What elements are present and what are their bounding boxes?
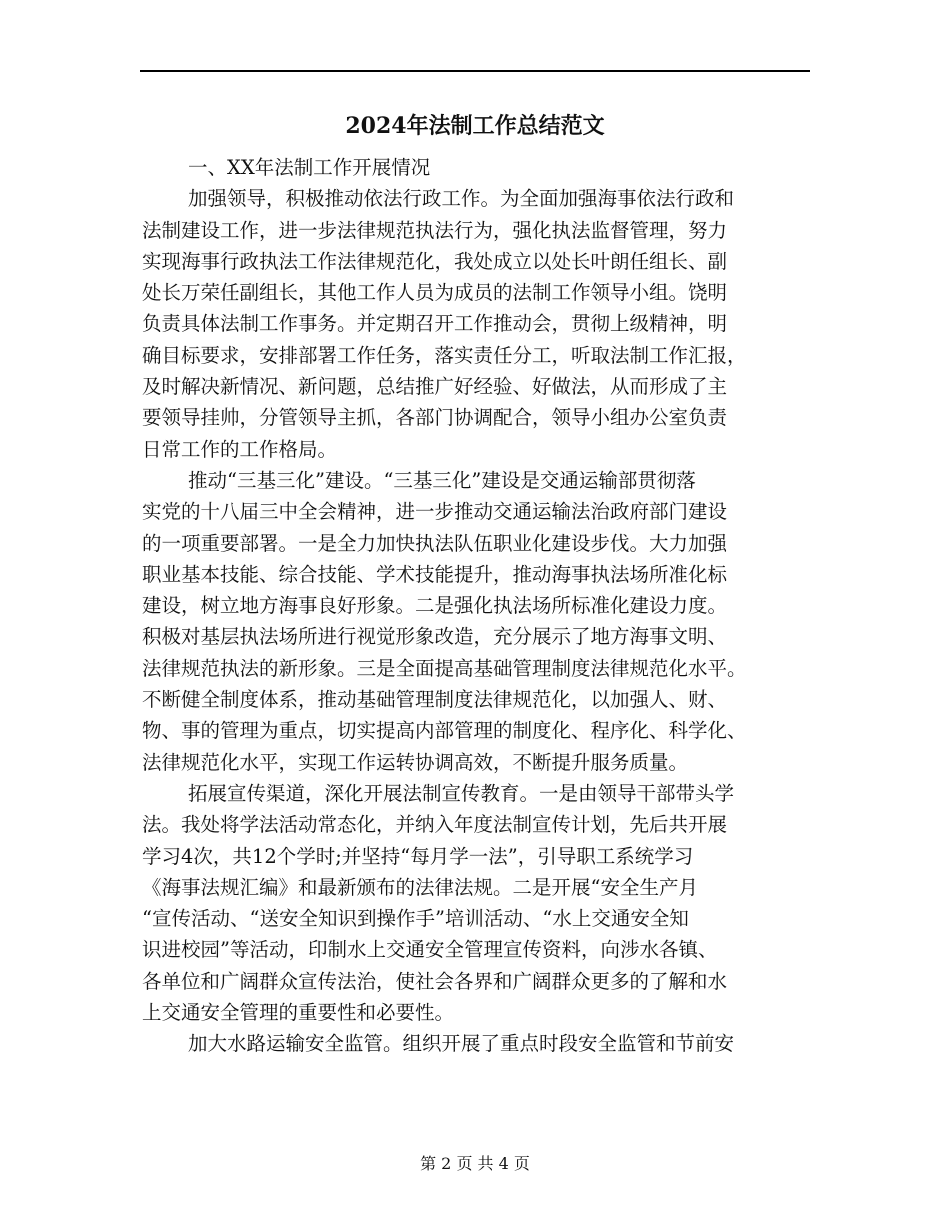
paragraph-line: 负责具体法制工作事务。并定期召开工作推动会，贯彻上级精神，明 (142, 312, 728, 336)
paragraph-line: 要领导挂帅，分管领导主抓，各部门协调配合，领导小组办公室负责 (142, 406, 728, 430)
page-number: 第 2 页 共 4 页 (420, 1154, 530, 1173)
paragraph-line: 及时解决新情况、新问题，总结推广好经验、好做法，从而形成了主 (142, 375, 728, 399)
paragraph-line: 法律规范化水平，实现工作运转协调高效，不断提升服务质量。 (142, 750, 689, 774)
paragraph-line: 识进校园”等活动，印制水上交通安全管理宣传资料，向涉水各镇、 (142, 938, 718, 962)
paragraph-line: 确目标要求，安排部署工作任务，落实责任分工，听取法制工作汇报， (142, 343, 747, 367)
paragraph-line: 各单位和广阔群众宣传法治，使社会各界和广阔群众更多的了解和水 (142, 969, 728, 993)
paragraph-line: 推动“三基三化”建设。“三基三化”建设是交通运输部贯彻落 (188, 468, 696, 492)
paragraph-line: 拓展宣传渠道，深化开展法制宣传教育。一是由领导干部带头学 (188, 781, 735, 805)
paragraph-line: 法。我处将学法活动常态化，并纳入年度法制宣传计划，先后共开展 (142, 813, 728, 837)
section-heading: 一、XX年法制工作开展情况 (188, 156, 431, 179)
paragraph-line: 法律规范执法的新形象。三是全面提高基础管理制度法律规范化水平。 (142, 656, 747, 680)
header-rule (140, 70, 810, 72)
paragraph-line: 处长万荣任副组长，其他工作人员为成员的法制工作领导小组。饶明 (142, 281, 728, 305)
paragraph-line: 实党的十八届三中全会精神，进一步推动交通运输法治政府部门建设 (142, 500, 728, 524)
paragraph-line: 不断健全制度体系，推动基础管理制度法律规范化，以加强人、财、 (142, 688, 728, 712)
document-title: 2024年法制工作总结范文 (345, 113, 605, 139)
paragraph-line: “宣传活动、“送安全知识到操作手”培训活动、“水上交通安全知 (142, 907, 689, 931)
paragraph-line: 学习4次，共12个学时;并坚持“每月学一法”，引导职工系统学习 (142, 844, 694, 868)
paragraph-line: 积极对基层执法场所进行视觉形象改造，充分展示了地方海事文明、 (142, 625, 728, 649)
paragraph-line: 《海事法规汇编》和最新颁布的法律法规。二是开展“安全生产月 (142, 875, 698, 899)
paragraph-line: 实现海事行政执法工作法律规范化，我处成立以处长叶朗任组长、副 (142, 249, 728, 273)
paragraph-line: 建设，树立地方海事良好形象。二是强化执法场所标准化建设力度。 (142, 594, 728, 618)
paragraph-line: 日常工作的工作格局。 (142, 437, 338, 461)
paragraph-line: 加强领导，积极推动依法行政工作。为全面加强海事依法行政和 (188, 187, 735, 211)
paragraph-line: 加大水路运输安全监管。组织开展了重点时段安全监管和节前安 (188, 1032, 735, 1056)
paragraph-line: 物、事的管理为重点，切实提高内部管理的制度化、程序化、科学化、 (142, 719, 747, 743)
paragraph-line: 的一项重要部署。一是全力加快执法队伍职业化建设步伐。大力加强 (142, 531, 728, 555)
document-body (142, 152, 810, 1060)
paragraph-line: 上交通安全管理的重要性和必要性。 (142, 1001, 455, 1025)
paragraph-line: 职业基本技能、综合技能、学术技能提升，推动海事执法场所准化标 (142, 562, 728, 586)
paragraph-line: 法制建设工作，进一步法律规范执法行为，强化执法监督管理，努力 (142, 218, 728, 242)
